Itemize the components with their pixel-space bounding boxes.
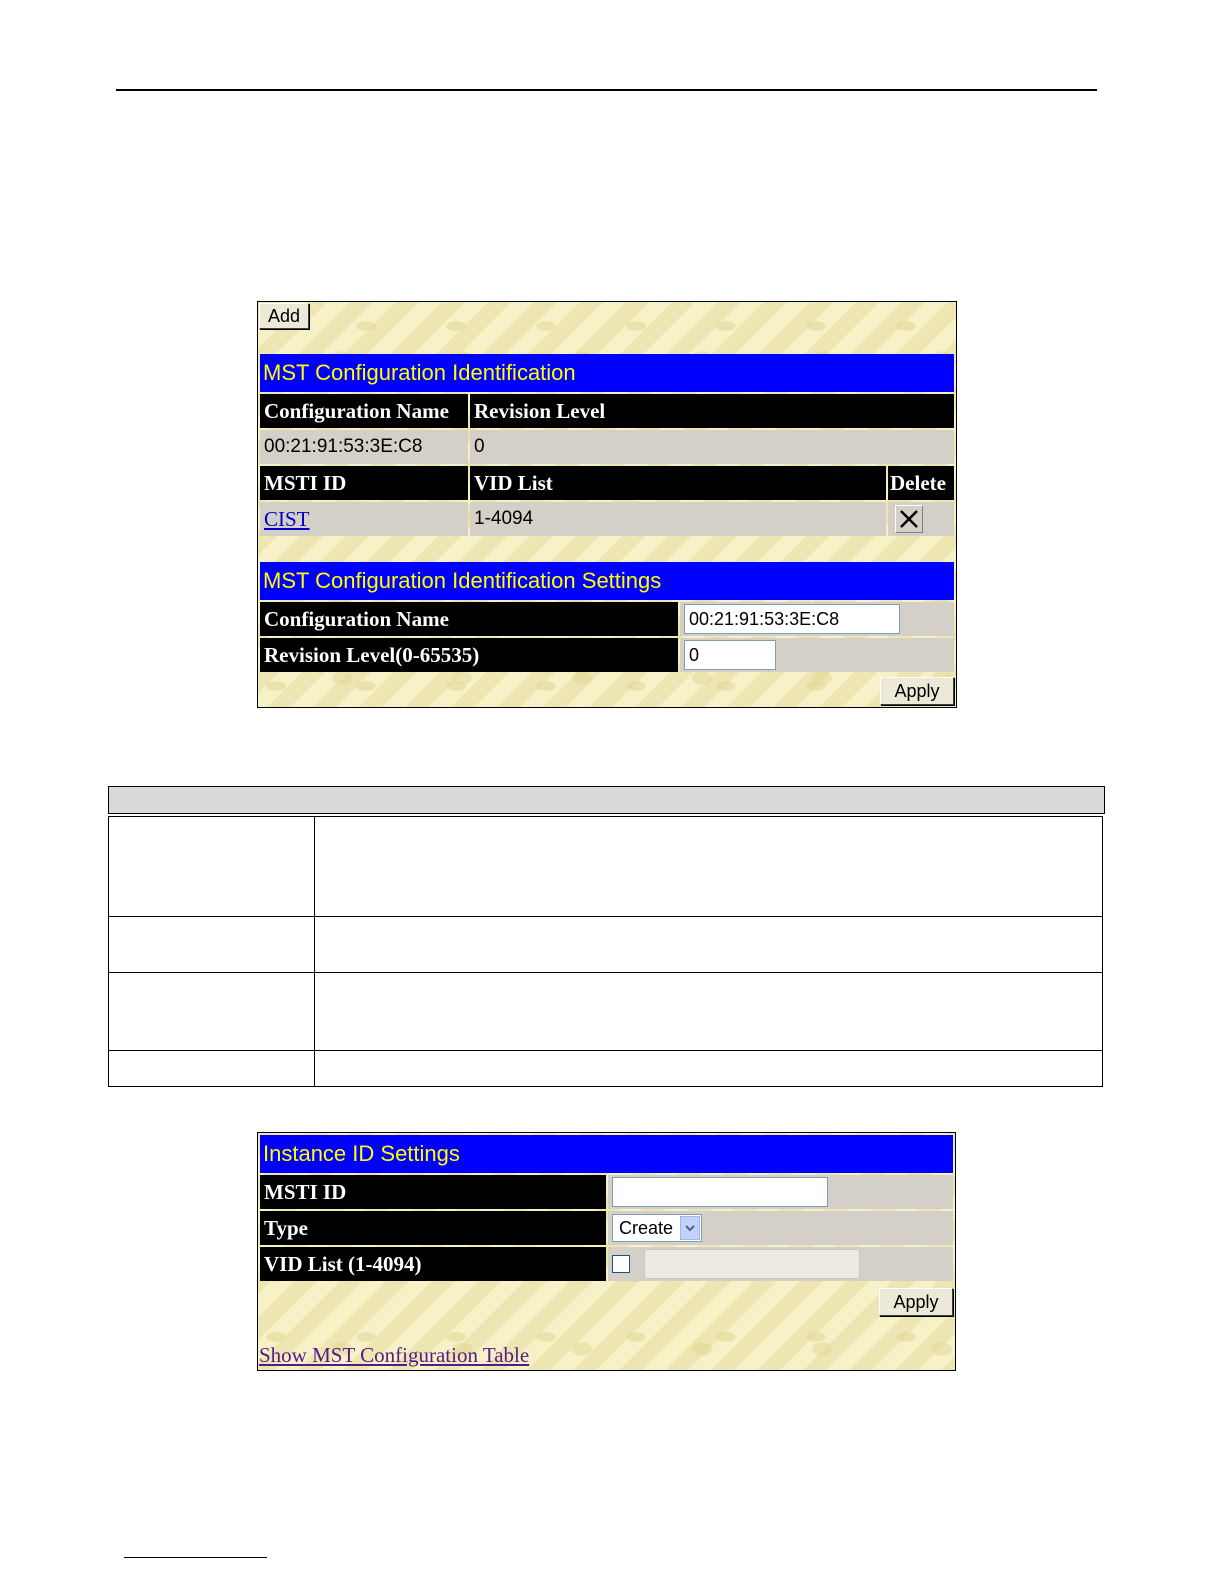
settings-revision-cell — [680, 638, 954, 672]
type-cell — [608, 1211, 953, 1245]
revision-level-header: Revision Level — [470, 394, 954, 428]
mst-settings-title: MST Configuration Identification Settings — [260, 562, 954, 600]
mst-config-identification-title: MST Configuration Identification — [260, 354, 954, 392]
config-name-value: 00:21:91:53:3E:C8 — [260, 430, 468, 464]
config-name-header: Configuration Name — [260, 394, 468, 428]
add-button[interactable]: Add — [259, 303, 309, 329]
description-cell — [109, 817, 315, 917]
type-select-value: Create — [619, 1217, 674, 1238]
msti-id-header: MSTI ID — [260, 466, 468, 500]
type-select[interactable] — [612, 1214, 702, 1242]
cist-link[interactable]: CIST — [264, 506, 310, 531]
msti-id-input[interactable] — [612, 1177, 828, 1207]
msti-id-label: MSTI ID — [260, 1175, 606, 1209]
close-x-icon[interactable] — [895, 505, 923, 533]
config-name-input[interactable]: 00:21:91:53:3E:C8 — [684, 604, 900, 634]
delete-header: Delete — [888, 466, 954, 500]
vid-list-input[interactable] — [644, 1249, 860, 1279]
type-label: Type — [260, 1211, 606, 1245]
revision-level-input[interactable]: 0 — [684, 640, 776, 670]
description-table — [108, 816, 1103, 1087]
description-cell — [315, 973, 1103, 1051]
apply-button[interactable]: Apply — [879, 1288, 953, 1316]
table-row — [260, 502, 468, 536]
vid-list-checkbox[interactable] — [612, 1255, 630, 1273]
instance-id-panel — [257, 1132, 956, 1371]
description-cell — [109, 917, 315, 973]
vid-list-value: 1-4094 — [470, 502, 886, 536]
description-cell — [315, 817, 1103, 917]
vid-list-cell — [608, 1247, 953, 1281]
description-cell — [109, 973, 315, 1051]
chevron-down-icon[interactable] — [680, 1216, 700, 1240]
show-mst-configuration-table-link[interactable]: Show MST Configuration Table — [259, 1343, 530, 1367]
vid-list-label: VID List (1-4094) — [260, 1247, 606, 1281]
apply-button[interactable]: Apply — [880, 677, 954, 705]
footer-rule — [124, 1557, 267, 1558]
vid-list-header: VID List — [470, 466, 886, 500]
revision-level-value: 0 — [470, 430, 954, 464]
settings-revision-label: Revision Level(0-65535) — [260, 638, 678, 672]
description-cell — [315, 1051, 1103, 1087]
page-header-rule — [116, 89, 1097, 91]
msti-id-cell — [608, 1175, 953, 1209]
description-cell — [315, 917, 1103, 973]
settings-config-name-label: Configuration Name — [260, 602, 678, 636]
description-table-header — [108, 786, 1105, 814]
instance-id-settings-title: Instance ID Settings — [260, 1135, 953, 1173]
settings-config-name-cell — [680, 602, 954, 636]
delete-cell — [888, 502, 954, 536]
mst-config-panel — [257, 301, 957, 708]
description-cell — [109, 1051, 315, 1087]
